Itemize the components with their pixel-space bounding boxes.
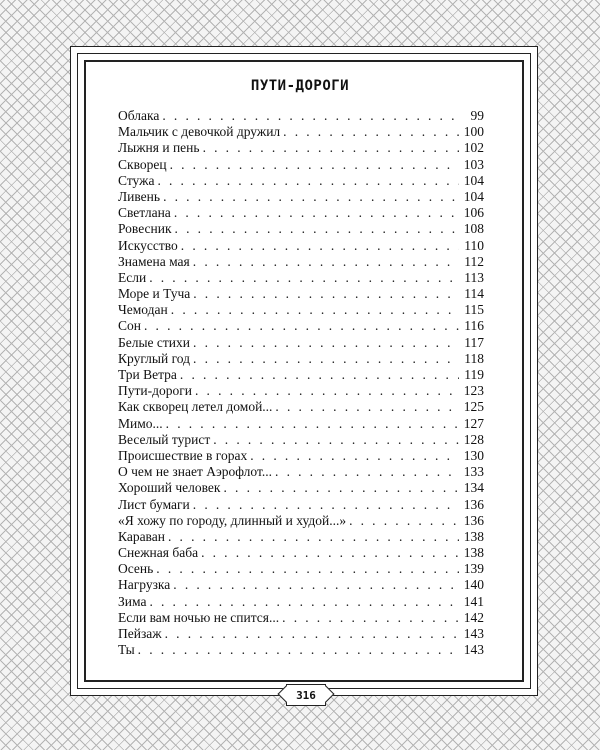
toc-entry-title: Зима: [118, 593, 147, 609]
toc-entry-title: Как скворец летел домой...: [118, 399, 273, 415]
toc-leader-dots: [282, 610, 459, 626]
toc-entry: [118, 610, 484, 626]
toc-entry-title: Облака: [118, 108, 160, 123]
toc-entry-page: 139: [463, 561, 484, 577]
toc-entry: [118, 416, 484, 432]
toc-leader-dots: [250, 448, 459, 464]
toc-entry-title: Пейзаж: [118, 626, 162, 641]
toc-leader-dots: [165, 626, 459, 642]
toc-entry-page: 143: [463, 626, 484, 641]
toc-entry: [118, 302, 484, 318]
toc-entry: [118, 335, 484, 351]
page-number-badge: [286, 684, 326, 706]
toc-entry-page: 106: [463, 205, 484, 221]
toc-leader-dots: [149, 270, 459, 286]
toc-entry-page: 110: [464, 237, 484, 253]
toc-leader-dots: [149, 594, 459, 610]
toc-leader-dots: [144, 318, 459, 334]
toc-leader-dots: [138, 642, 459, 658]
toc-entry-title: Происшествие в горах: [118, 447, 248, 463]
toc-entry-title: Мальчик с девочкой дружил: [118, 124, 281, 140]
toc-entry-page: 130: [463, 447, 484, 463]
toc-entry-page: 123: [463, 383, 484, 399]
toc-entry-title: Знамена мая: [118, 253, 190, 269]
toc-entry-page: 127: [463, 415, 484, 431]
toc-leader-dots: [201, 545, 459, 561]
toc-entry: [118, 594, 484, 610]
toc-entry-title: Сон: [118, 318, 141, 334]
section-heading: ПУТИ-ДОРОГИ: [250, 78, 350, 94]
toc-entry-page: 114: [464, 286, 484, 302]
toc-leader-dots: [213, 432, 459, 448]
toc-entry: [118, 529, 484, 545]
toc-leader-dots: [175, 221, 459, 237]
toc-entry-page: 99: [470, 108, 484, 123]
toc-entry-page: 103: [463, 156, 484, 172]
toc-entry: [118, 351, 484, 367]
toc-entry-title: Если вам ночью не спится...: [118, 609, 280, 625]
toc-leader-dots: [195, 383, 459, 399]
toc-leader-dots: [163, 189, 459, 205]
toc-entry: [118, 108, 484, 124]
toc-entry-title: Хороший человек: [118, 480, 221, 496]
toc-leader-dots: [181, 238, 459, 254]
toc-leader-dots: [283, 124, 459, 140]
toc-entry-page: 136: [463, 512, 484, 528]
toc-entry: [118, 497, 484, 513]
toc-entry: [118, 286, 484, 302]
toc-entry-page: 134: [463, 480, 484, 496]
toc-entry: [118, 464, 484, 480]
toc-entry-page: 113: [464, 269, 484, 285]
toc-leader-dots: [170, 157, 459, 173]
toc-entry-title: Мимо...: [118, 415, 163, 431]
toc-entry-title: Ровесник: [118, 221, 172, 237]
toc-entry-page: 142: [463, 609, 484, 625]
toc-entry-page: 102: [463, 140, 484, 156]
toc-leader-dots: [223, 480, 459, 496]
toc-entry-title: Нагрузка: [118, 577, 171, 593]
toc-entry-title: О чем не знает Аэрофлот...: [118, 464, 273, 480]
toc-leader-dots: [157, 173, 459, 189]
toc-entry: [118, 432, 484, 448]
toc-entry-page: 118: [464, 350, 484, 366]
toc-entry: [118, 173, 484, 189]
toc-leader-dots: [275, 399, 459, 415]
toc-entry: [118, 448, 484, 464]
toc-entry: [118, 626, 484, 642]
toc-leader-dots: [203, 140, 459, 156]
toc-entry: [118, 270, 484, 286]
toc-entry: [118, 545, 484, 561]
toc-entry: [118, 399, 484, 415]
toc-leader-dots: [156, 561, 459, 577]
toc-entry-title: Светлана: [118, 205, 171, 221]
toc-entry-title: Осень: [118, 561, 154, 577]
toc-leader-dots: [180, 367, 459, 383]
toc-entry-page: 136: [463, 496, 484, 512]
toc-entry-title: Лыжня и пень: [118, 140, 200, 156]
toc-entry-title: Чемодан: [118, 302, 168, 318]
toc-entry-title: Веселый турист: [118, 431, 211, 447]
toc-entry-title: Караван: [118, 528, 165, 544]
toc-leader-dots: [193, 254, 459, 270]
toc-entry: [118, 254, 484, 270]
toc-entry-title: Искусство: [118, 237, 178, 253]
toc-entry-page: 140: [463, 577, 484, 593]
toc-entry-page: 104: [463, 172, 484, 188]
toc-entry-page: 100: [463, 124, 484, 140]
toc-entry-title: Круглый год: [118, 350, 191, 366]
toc-entry-page: 143: [463, 642, 484, 658]
toc-entry-title: Ты: [118, 642, 135, 658]
toc-leader-dots: [173, 577, 459, 593]
toc-entry: [118, 238, 484, 254]
toc-entry-title: Море и Туча: [118, 286, 191, 302]
toc-entry: [118, 480, 484, 496]
toc-leader-dots: [171, 302, 459, 318]
toc-entry-title: Ливень: [118, 188, 161, 204]
page-number: 316: [296, 688, 316, 702]
toc-entry-page: 133: [463, 464, 484, 480]
toc-leader-dots: [193, 351, 459, 367]
toc-entry-page: 112: [464, 253, 484, 269]
toc-entry: [118, 642, 484, 658]
toc-leader-dots: [193, 335, 459, 351]
toc-entry: [118, 189, 484, 205]
toc-leader-dots: [162, 108, 459, 124]
toc-entry: [118, 561, 484, 577]
toc-entry-title: Если: [118, 269, 147, 285]
toc-entry-title: Снежная баба: [118, 545, 199, 561]
toc-leader-dots: [174, 205, 459, 221]
toc-entry-title: Пути-дороги: [118, 383, 192, 399]
toc-entry-page: 119: [464, 367, 484, 382]
toc-entry: [118, 513, 484, 529]
toc-entry-page: 104: [463, 188, 484, 204]
toc-entry: [118, 157, 484, 173]
toc-entry-title: «Я хожу по городу, длинный и худой...»: [118, 512, 347, 528]
toc-entry: [118, 367, 484, 383]
toc-entry: [118, 124, 484, 140]
toc-entry-page: 117: [464, 334, 484, 350]
toc-leader-dots: [168, 529, 459, 545]
toc-entry-page: 138: [463, 545, 484, 561]
toc-entry-title: Стужа: [118, 172, 155, 188]
toc-entry-page: 125: [463, 399, 484, 415]
toc-leader-dots: [193, 497, 459, 513]
toc-entry: [118, 318, 484, 334]
table-of-contents: [118, 108, 484, 658]
toc-entry-page: 115: [464, 302, 484, 318]
toc-entry-page: 108: [463, 221, 484, 237]
toc-entry: [118, 140, 484, 156]
toc-entry: [118, 383, 484, 399]
toc-leader-dots: [275, 464, 459, 480]
toc-entry-page: 141: [463, 593, 484, 609]
toc-entry-page: 116: [464, 318, 484, 334]
toc-entry-title: Белые стихи: [118, 334, 191, 350]
toc-leader-dots: [193, 286, 459, 302]
toc-leader-dots: [166, 416, 459, 432]
toc-entry: [118, 205, 484, 221]
toc-entry-title: Скворец: [118, 156, 167, 172]
toc-entry-page: 128: [463, 431, 484, 447]
toc-entry-title: Лист бумаги: [118, 496, 190, 512]
toc-entry-page: 138: [463, 528, 484, 544]
toc-leader-dots: [349, 513, 459, 529]
toc-entry: [118, 577, 484, 593]
toc-entry-title: Три Ветра: [118, 367, 177, 382]
toc-entry: [118, 221, 484, 237]
